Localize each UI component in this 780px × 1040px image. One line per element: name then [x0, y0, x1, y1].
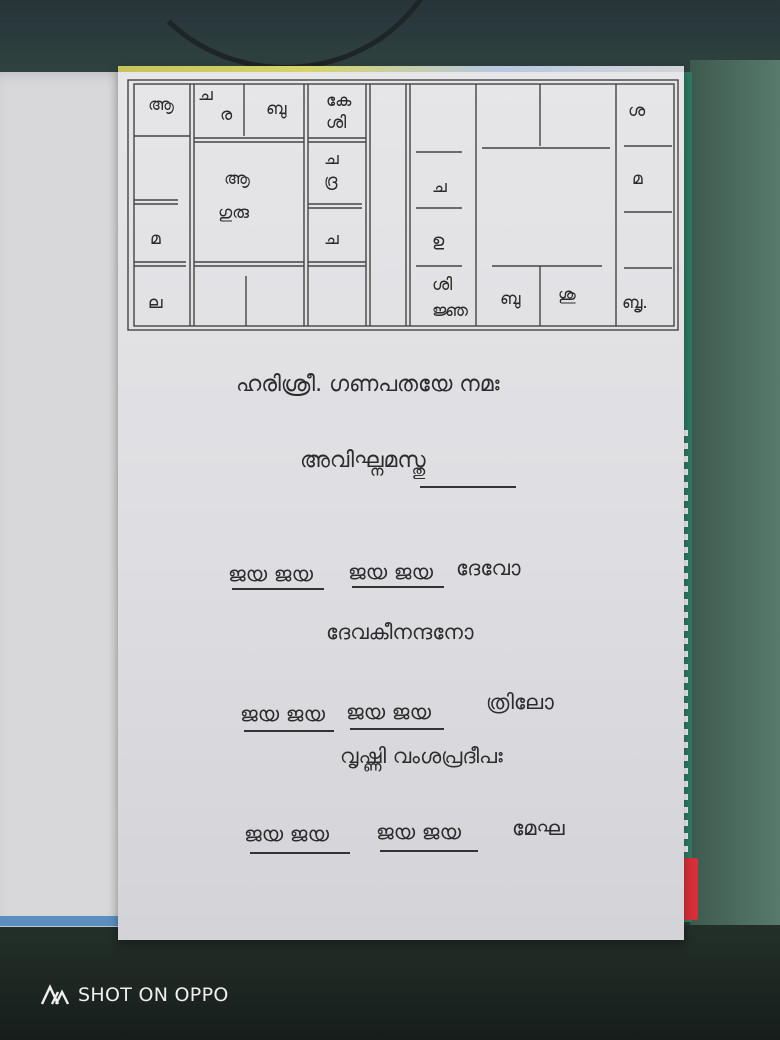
underline	[232, 588, 324, 590]
grid-cell-text: ആ	[224, 169, 250, 189]
verse3-jaya: ജയ ജയ	[244, 822, 329, 846]
grid-cell-text: ച	[324, 229, 339, 249]
underline	[250, 852, 350, 854]
grid-cell-text: ജ്ഞ	[432, 301, 468, 321]
verse1-jaya: ജയ ജയ	[228, 562, 313, 586]
underline	[420, 486, 516, 488]
grid-cell-text: ച	[432, 177, 447, 197]
verse2-line2: വൃഷ്ണി വംശപ്രദീപഃ	[340, 744, 503, 768]
grid-cell-text: ബു	[500, 289, 521, 309]
grid-cell-text: ശു	[558, 285, 576, 305]
left-page	[0, 72, 132, 927]
watermark-text: SHOT ON OPPO	[78, 984, 229, 1006]
verse1-line2: ദേവകീനന്ദനോ	[326, 620, 474, 644]
oppo-logo-icon	[40, 984, 72, 1006]
verse2-jaya: ജയ ജയ	[240, 702, 325, 726]
grid-cell-text: മ	[150, 229, 161, 249]
grid-cell-text: മ	[632, 169, 643, 189]
verse3-jaya: ജയ ജയ	[376, 820, 461, 844]
camera-watermark	[40, 982, 229, 1008]
grid-cell-text: കേ	[326, 91, 352, 111]
invocation-line: ഹരിശ്രീ. ഗണപതയേ നമഃ	[236, 372, 500, 397]
grid-cell-text: ദ്ര	[324, 171, 338, 191]
grid-cell-text: ശി	[326, 113, 347, 133]
grid-cell-text: ര	[220, 105, 233, 125]
underline	[352, 586, 444, 588]
grid-cell-text: ച	[324, 149, 339, 169]
background-right	[690, 60, 780, 960]
underline	[350, 728, 444, 730]
horoscope-grid	[126, 76, 682, 334]
grid-cell-text: ച	[198, 85, 213, 105]
verse2-word: ത്രിലോ	[486, 690, 554, 714]
verse2-jaya: ജയ ജയ	[346, 700, 431, 724]
grid-cell-text: ശ	[628, 101, 646, 121]
grid-cell-text: ആ	[148, 95, 174, 115]
grid-cell-text: ബു	[266, 99, 287, 119]
verse1-jaya: ജയ ജയ	[348, 560, 433, 584]
grid-cell-text: ബൃ.	[622, 293, 648, 313]
grid-border	[128, 80, 678, 330]
underline	[244, 730, 334, 732]
grid-cell-text: ല	[148, 293, 163, 313]
grid-cell-text: ഗുരു	[218, 203, 249, 223]
page-top-strip	[118, 66, 684, 72]
verse1-word: ദേവോ	[456, 556, 521, 580]
grid-cell-text: ശി	[432, 275, 453, 295]
underline	[380, 850, 478, 852]
verse3-word: മേഘ	[512, 816, 565, 840]
grid-inner-border	[134, 84, 674, 326]
grid-cell-text: ഉ	[432, 231, 445, 251]
avighna-line: അവിഘ്നമസ്തു	[300, 448, 426, 473]
